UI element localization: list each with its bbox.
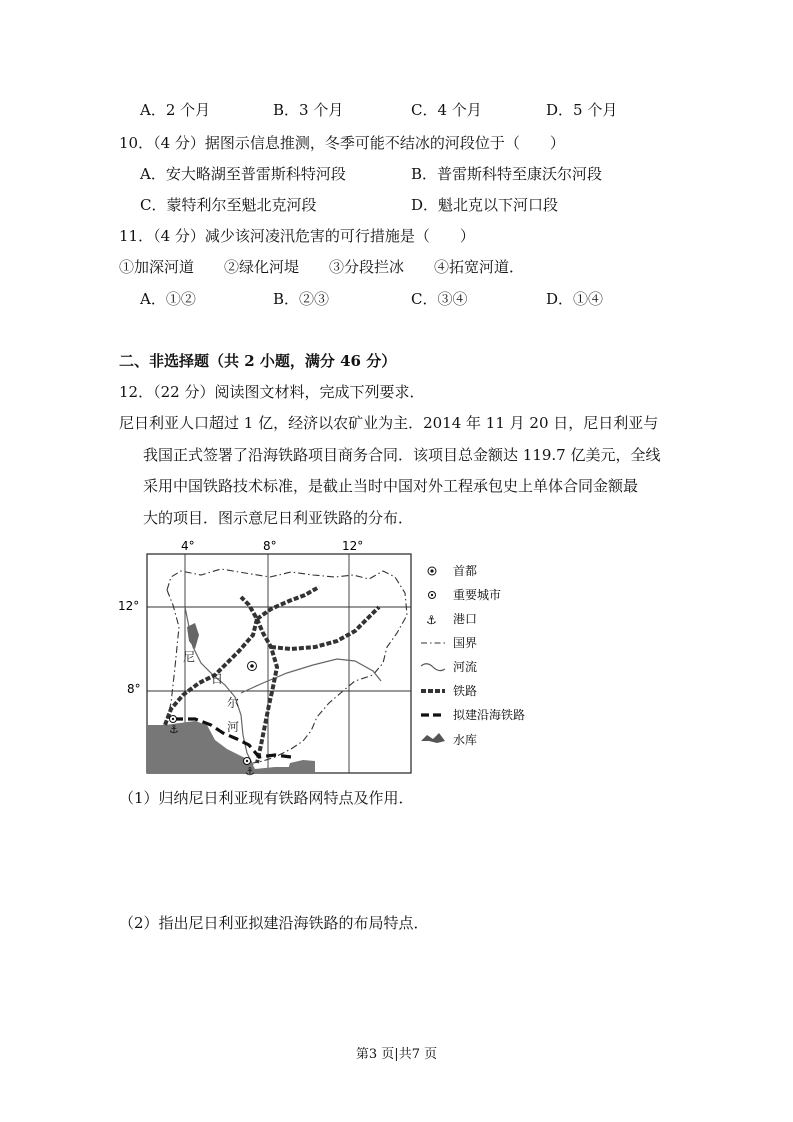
lat-label: 12° [118, 599, 140, 613]
capital-marker [248, 662, 257, 671]
map-legend [421, 563, 525, 747]
port-anchor-icon: ⚓ [169, 723, 179, 736]
port-anchor-icon: ⚓ [426, 613, 437, 627]
section-2-title: 二、非选择题（共 2 小题，满分 46 分） [119, 352, 397, 370]
q9-option-c: C．4 个月 [411, 101, 482, 119]
q9-option-a: A．2 个月 [140, 101, 211, 119]
lon-label: 8° [263, 539, 277, 553]
q10-option-d: D．魁北克以下河口段 [411, 196, 559, 214]
q11-option-a: A．①② [140, 290, 196, 308]
lat-label: 8° [127, 682, 141, 696]
q12-material [119, 408, 679, 534]
q12-sub2: （2）指出尼日利亚拟建沿海铁路的布局特点． [119, 914, 429, 932]
river-name-char: 日 [211, 672, 224, 686]
q12-stem: 12．（22 分）阅读图文材料，完成下列要求． [119, 383, 425, 401]
legend-label: 国界 [453, 636, 478, 650]
q10-option-c: C．蒙特利尔至魁北克河段 [140, 196, 317, 214]
river-name-char: 尔 [227, 696, 240, 710]
q11-option-b: B．②③ [273, 290, 330, 308]
lon-label: 4° [181, 539, 195, 553]
q11-choices: ①加深河道 ②绿化河堤 ③分段拦冰 ④拓宽河道． [119, 258, 525, 276]
q11-stem: 11．（4 分）减少该河凌汛危害的可行措施是（ ） [119, 227, 475, 245]
legend-label: 河流 [453, 660, 478, 674]
material-line: 采用中国铁路技术标准，是截止当时中国对外工程承包史上单体合同金额最 [143, 477, 639, 495]
lon-label: 12° [342, 539, 364, 553]
material-line: 尼日利亚人口超过 1 亿，经济以农矿业为主．2014 年 11 月 20 日，尼日利亚与 [119, 414, 659, 432]
q11-option-c: C．③④ [411, 290, 468, 308]
material-line: 大的项目．图示意尼日利亚铁路的分布． [143, 508, 414, 527]
q9-option-b: B．3 个月 [273, 101, 344, 119]
legend-label: 拟建沿海铁路 [453, 708, 526, 722]
page-footer: 第3 页|共7 页 [355, 1047, 438, 1062]
q11-option-d: D．①④ [546, 290, 604, 308]
port-anchor-icon: ⚓ [245, 765, 255, 778]
q12-sub1: （1）归纳尼日利亚现有铁路网特点及作用． [119, 789, 414, 807]
city-marker [244, 758, 251, 765]
river-name-char: 河 [227, 720, 240, 734]
q10-stem: 10．（4 分）据图示信息推测，冬季可能不结冰的河段位于（ ） [119, 134, 565, 152]
q9-option-d: D．5 个月 [546, 101, 618, 119]
q10-option-b: B．普雷斯科特至康沃尔河段 [411, 165, 603, 183]
legend-label: 重要城市 [453, 588, 502, 602]
legend-label: 铁路 [453, 684, 478, 698]
q10-option-a: A．安大略湖至普雷斯科特河段 [140, 165, 346, 183]
river-name-char: 尼 [183, 650, 196, 664]
nigeria-railway-map [115, 535, 545, 780]
material-line: 我国正式签署了沿海铁路项目商务合同．该项目总金额达 119.7 亿美元，全线 [143, 445, 661, 464]
legend-label: 水库 [453, 733, 478, 747]
legend-label: 首都 [453, 564, 478, 578]
city-marker [170, 716, 177, 723]
legend-label: 港口 [453, 612, 478, 626]
